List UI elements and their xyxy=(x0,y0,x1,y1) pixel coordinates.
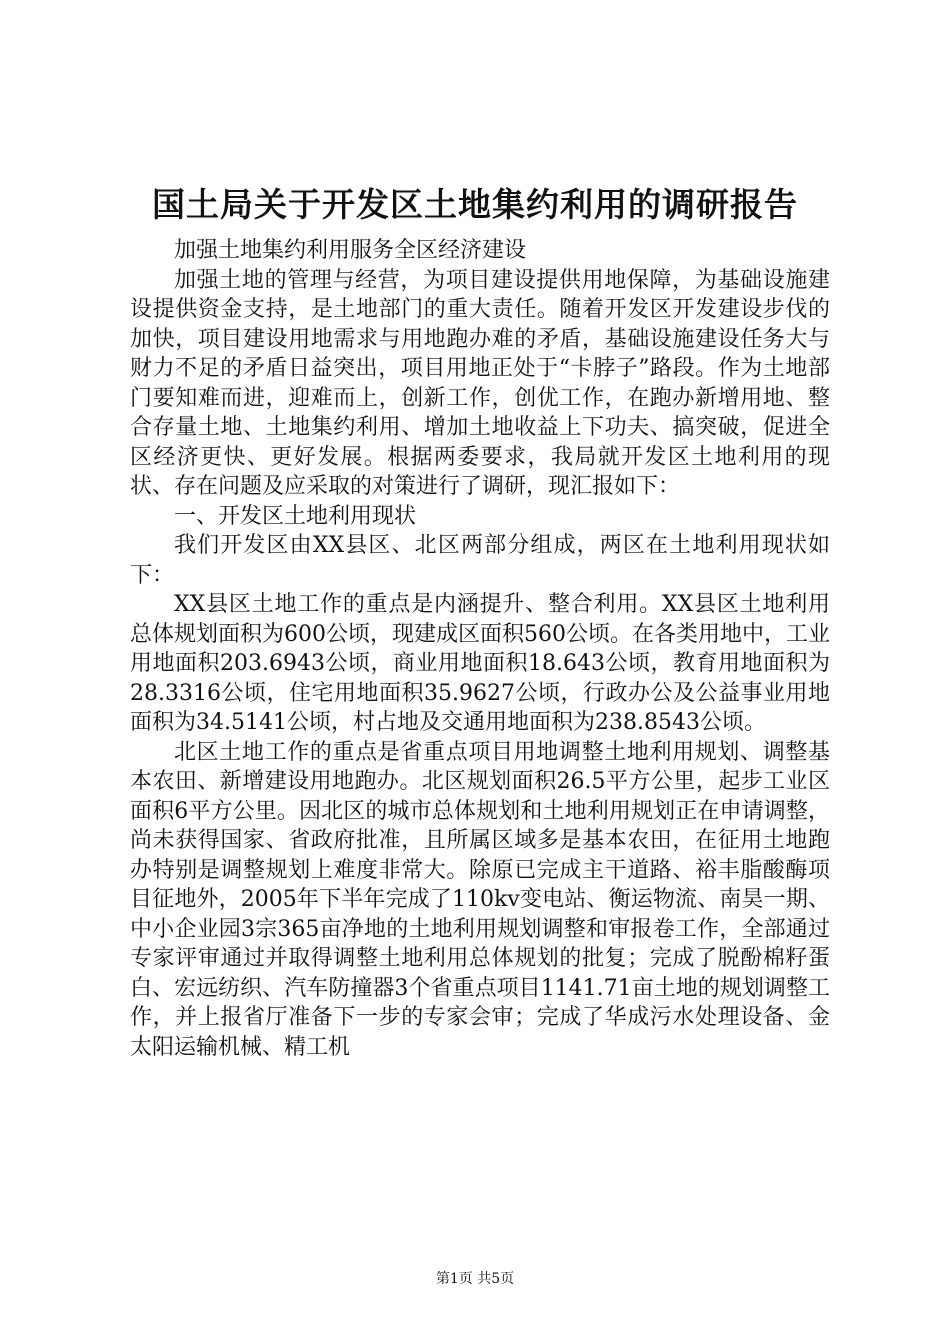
overview-paragraph: 我们开发区由XX县区、北区两部分组成，两区在土地利用现状如下： xyxy=(130,533,830,588)
intro-paragraph: 加强土地的管理与经营，为项目建设提供用地保障，为基础设施建设提供资金支持，是土地部门的重大责任。随着开发区开发建设步伐的加快，项目建设用地需求与用地跑办难的矛盾，基础设施建设任务大与财力不足的矛盾日益突出，项目用地正处于“卡脖子”路段。作为土地部门要知难而进，迎难而上，创新工作，创优工作，在跑办新增用地、整合存量土地、土地集约利用、增加土地收益上下功夫、搞突破，促进全区经济更快、更好发展。根据两委要求，我局就开发区土地利用的现状、存在问题及应采取的对策进行了调研，现汇报如下： xyxy=(130,267,830,499)
page-number-footer: 第1页 共5页 xyxy=(435,1271,515,1287)
document-body xyxy=(130,236,830,1062)
county-area-paragraph: XX县区土地工作的重点是内涵提升、整合利用。XX县区土地利用总体规划面积为600公顷，现建成区面积560公顷。在各类用地中，工业用地面积203.6943公顷，商业用地面积18.643公顷，教育用地面积为28.3316公顷，住宅用地面积35.9627公顷，行政办公及公益事业用地面积为34.5141公顷，村占地及交通用地面积为238.8543公顷。 xyxy=(130,592,830,735)
section-heading: 一、开发区土地利用现状 xyxy=(174,503,417,529)
subtitle-paragraph: 加强土地集约利用服务全区经济建设 xyxy=(174,238,527,263)
document-title: 国土局关于开发区土地集约利用的调研报告 xyxy=(152,185,798,224)
north-area-paragraph: 北区土地工作的重点是省重点项目用地调整土地利用规划、调整基本农田、新增建设用地跑办。北区规划面积26.5平方公里，起步工业区面积6平方公里。因北区的城市总体规划和土地利用规划正在申请调整，尚未获得国家、省政府批准，且所属区域多是基本农田，在征用土地跑办特别是调整规划上难度非常大。除原已完成主干道路、裕丰脂酸酶项目征地外，2005年下半年完成了110kv变电站、衡运物流、南昊一期、中小企业园3宗365亩净地的土地利用规划调整和审报卷工作，全部通过专家评审通过并取得调整土地利用总体规划的批复；完成了脱酚棉籽蛋白、宏远纺织、汽车防撞器3个省重点项目1141.71亩土地的规划调整工作，并上报省厅准备下一步的专家会审；完成了华成污水处理设备、金太阳运输机械、精工机 xyxy=(130,739,830,1060)
